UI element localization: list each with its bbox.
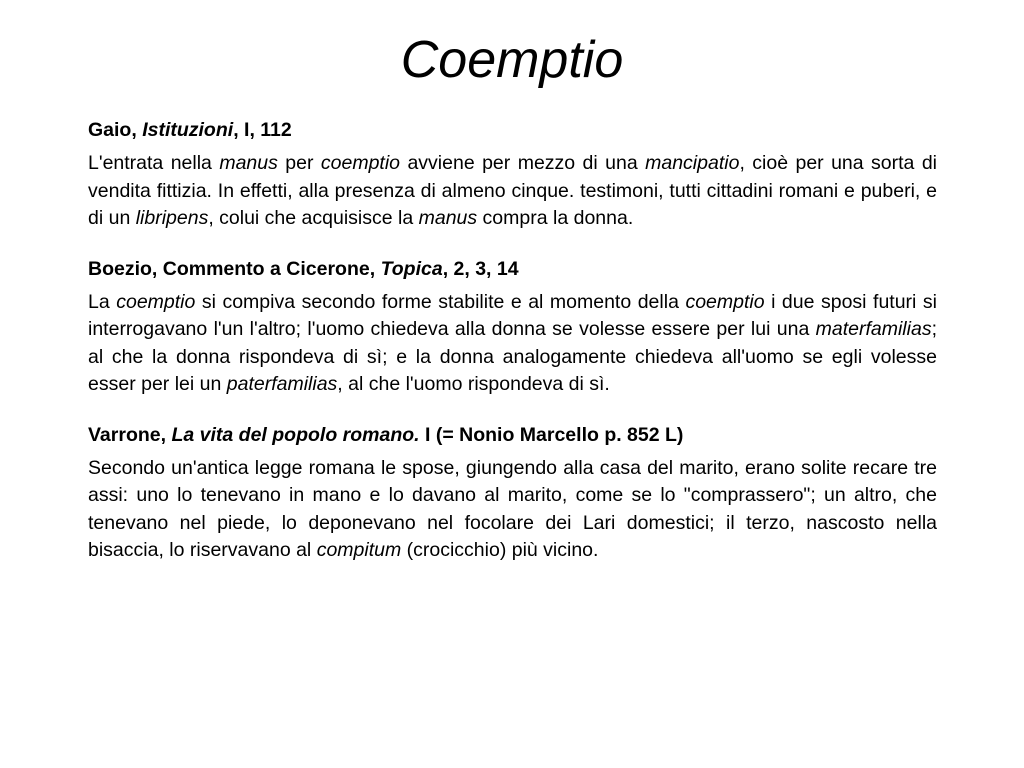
italic-term: mancipatio <box>645 152 740 174</box>
italic-term: La vita del popolo romano. <box>171 423 420 446</box>
text-run: Boezio, Commento a Cicerone, <box>88 257 381 280</box>
italic-term: Topica <box>380 257 443 280</box>
italic-term: compitum <box>316 539 402 561</box>
slide-title: Coemptio <box>400 31 624 89</box>
text-run: si compiva secondo forme stabilite e al momento della <box>195 290 686 313</box>
text-run: , al che l'uomo rispondeva di sì. <box>337 373 610 395</box>
text-run: (crocicchio) più vicino. <box>401 539 599 561</box>
citation-varrone <box>88 421 937 565</box>
citation-heading <box>88 421 937 449</box>
citation-heading <box>88 255 937 283</box>
citation-heading <box>88 116 937 144</box>
italic-term: coemptio <box>116 290 196 313</box>
text-run: , I, 112 <box>233 119 292 141</box>
citation-boezio <box>88 255 937 399</box>
italic-term: coemptio <box>320 152 401 174</box>
citation-text <box>88 455 937 565</box>
text-run: , 2, 3, 14 <box>442 257 519 280</box>
text-run: I (= Nonio Marcello p. 852 L) <box>419 423 684 446</box>
text-run: ; al che la donna rispondeva di sì; e la donna analogamente chiedeva all'uomo se egli volesse esser per lei un <box>88 318 937 395</box>
text-run: Secondo un'antica legge romana le spose, giungendo alla casa del marito, erano solite recare tre assi: uno lo tenevano in mano e lo davano al marito, come se lo "comprassero"; un altro, che tenevano nel piede, lo deponevano nel focolare dei Lari domestici; il terzo, nascosto nella bisaccia, lo riservavano al <box>88 456 937 561</box>
italic-term: paterfamilias <box>226 373 338 395</box>
citation-text <box>88 150 937 233</box>
text-run: per <box>277 152 321 174</box>
text-run: avviene per mezzo di una <box>400 152 646 174</box>
text-run: , colui che acquisisce la <box>208 207 419 229</box>
italic-term: Istituzioni <box>142 119 234 141</box>
citation-gaio <box>88 116 937 233</box>
text-run: compra la donna. <box>477 207 634 229</box>
text-run: Varrone, <box>88 423 172 446</box>
text-run: L'entrata nella <box>88 152 220 174</box>
text-run: i due sposi futuri si interrogavano l'un l'altro; l'uomo chiedeva alla donna se volesse essere per lui una <box>88 290 937 340</box>
text-run: Gaio, <box>88 119 143 141</box>
italic-term: manus <box>418 207 478 229</box>
slide-content <box>88 116 937 587</box>
text-run: La <box>88 290 117 313</box>
italic-term: manus <box>219 152 278 174</box>
italic-term: coemptio <box>685 290 765 313</box>
italic-term: materfamilias <box>815 318 932 340</box>
citation-text <box>88 289 937 399</box>
italic-term: libripens <box>135 207 209 229</box>
text-run: , cioè per una sorta di vendita fittizia. In effetti, alla presenza di almeno cinque. testimoni, tutti cittadini romani e puberi, e di un <box>88 152 937 229</box>
